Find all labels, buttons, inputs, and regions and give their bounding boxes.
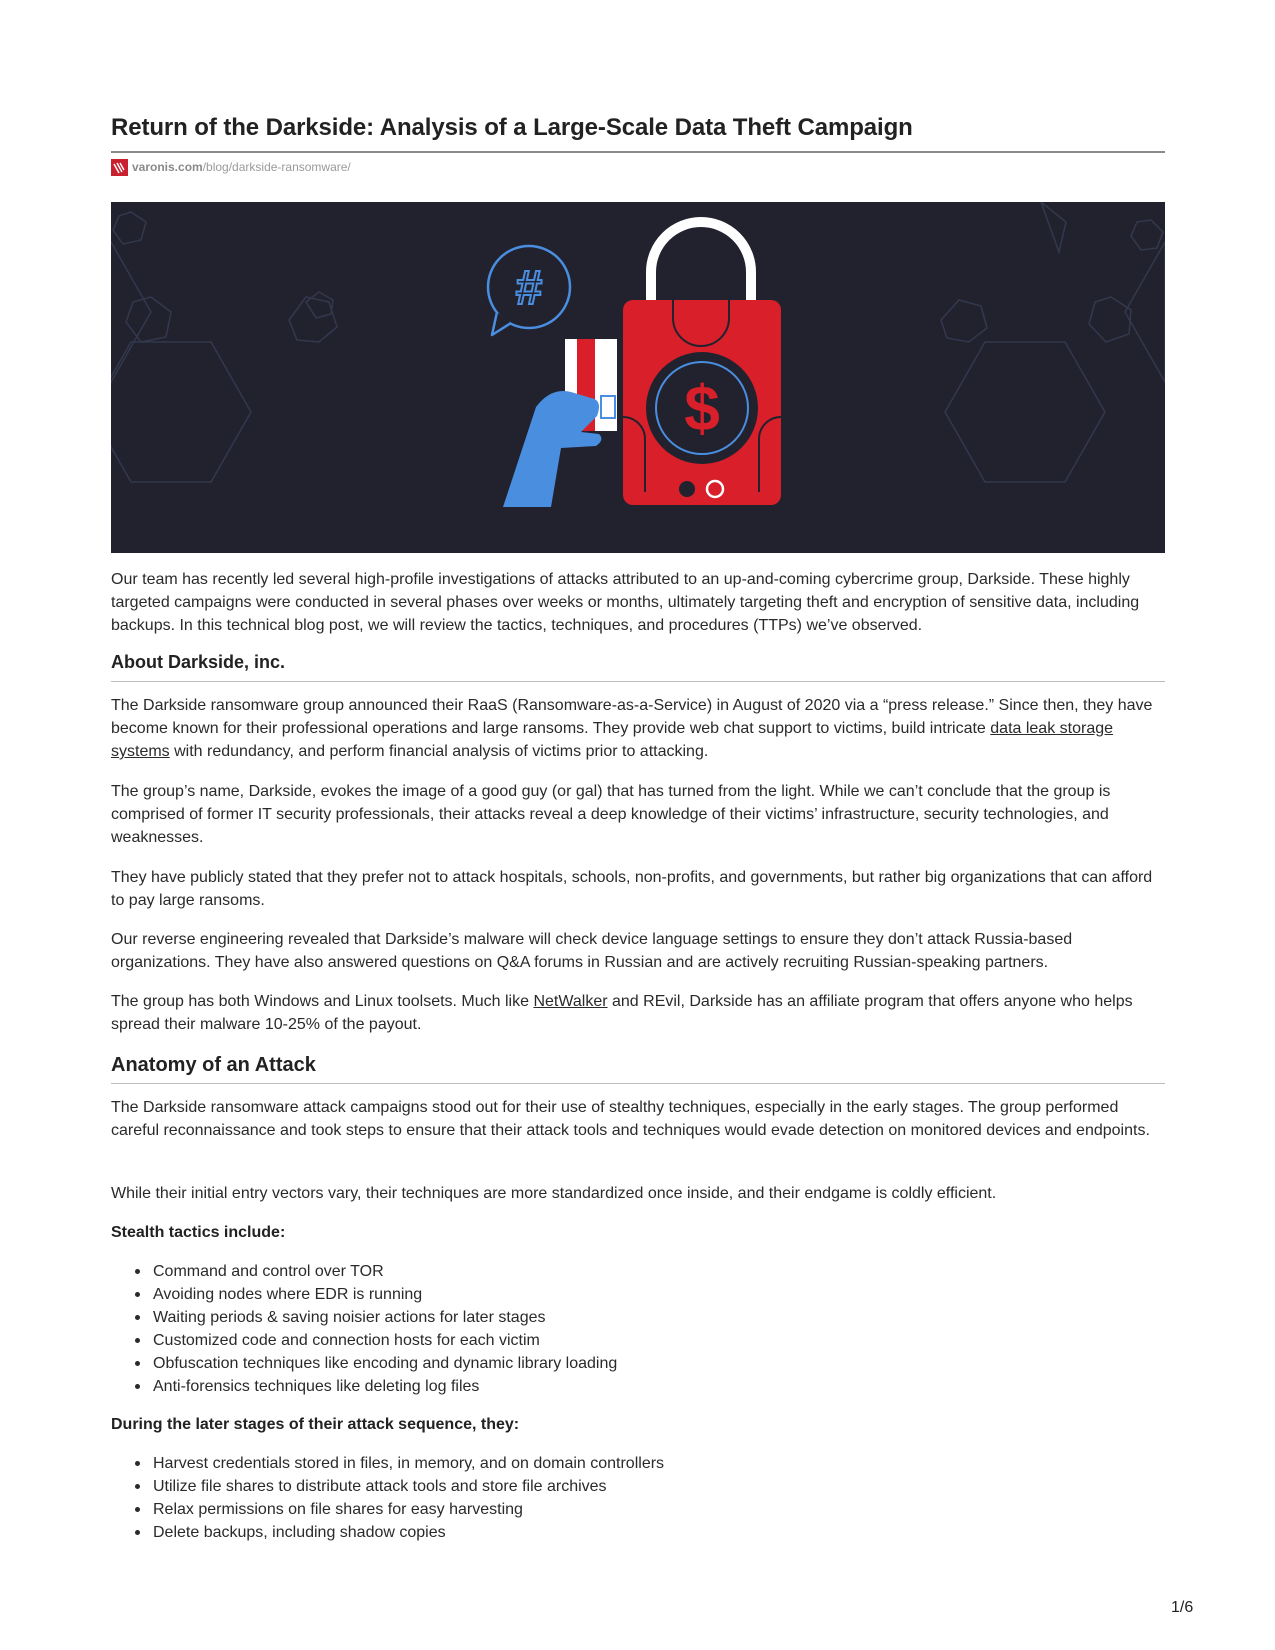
page-number: 1/6 (1171, 1599, 1194, 1616)
list-item: Harvest credentials stored in files, in memory, and on domain controllers (153, 1452, 664, 1475)
about-paragraph-3: They have publicly stated that they prefer not to attack hospitals, schools, non-profits, and governments, but rather big organizations that can afford to pay large ransoms. (111, 869, 1153, 909)
about-p1-text-end: with redundancy, and perform financial analysis of victims prior to attacking. (169, 743, 709, 760)
list-item: Delete backups, including shadow copies (153, 1521, 664, 1544)
ransom-lock-illustration-icon (111, 202, 1165, 553)
intro-paragraph: Our team has recently led several high-profile investigations of attacks attributed to an up-and-coming cybercrime group, Darkside. These highly targeted campaigns were conducted in several phases over weeks or months, ultimately targeting theft and encryption of sensitive data, including backups. In this technical blog post, we will review the tactics, techniques, and procedures (TTPs) we’ve observed. (111, 571, 1140, 634)
title-divider (111, 151, 1165, 153)
hashtag-bubble-icon (488, 246, 570, 335)
about-heading: About Darkside, inc. (111, 652, 286, 672)
svg-text:#: # (515, 262, 543, 315)
about-p5-text-end: and REvil, Darkside has an affiliate program that offers anyone who helps spread their malware 10-25% of the payout. (111, 993, 1133, 1033)
source-domain: varonis.com (132, 160, 203, 174)
list-item: Command and control over TOR (153, 1260, 617, 1283)
list-item: Customized code and connection hosts for each victim (153, 1329, 617, 1352)
netwalker-link[interactable]: NetWalker (533, 993, 608, 1010)
anatomy-paragraph-1: The Darkside ransomware attack campaigns stood out for their use of stealthy techniques, especially in the early stages. The group performed careful reconnaissance and took steps to ensure that their attack tools and techniques would evade detection on monitored devices and endpoints. (111, 1099, 1150, 1139)
list-item: Anti-forensics techniques like deleting log files (153, 1375, 617, 1398)
stealth-tactics-list (111, 1260, 617, 1398)
list-item: Obfuscation techniques like encoding and dynamic library loading (153, 1352, 617, 1375)
list-item: Waiting periods & saving noisier actions for later stages (153, 1306, 617, 1329)
about-p1-text: The Darkside ransomware group announced their RaaS (Ransomware-as-a-Service) in August of 2020 via a “press release.” Since then, they have become known for their professional operations and large ransoms. They provide web chat support to victims, build intricate (111, 697, 1153, 737)
about-paragraph-1 (111, 694, 1165, 763)
later-stages-list (111, 1452, 664, 1544)
list-item: Relax permissions on file shares for easy harvesting (153, 1498, 664, 1521)
later-stages-label: During the later stages of their attack sequence, they: (111, 1416, 520, 1433)
stealth-tactics-label: Stealth tactics include: (111, 1224, 286, 1241)
about-paragraph-5 (111, 990, 1165, 1036)
list-item: Avoiding nodes where EDR is running (153, 1283, 617, 1306)
source-path: /blog/darkside-ransomware/ (202, 160, 351, 174)
about-p5-text: The group has both Windows and Linux toolsets. Much like (111, 993, 534, 1010)
about-paragraph-2: The group’s name, Darkside, evokes the image of a good guy (or gal) that has turned from the light. While we can’t conclude that the group is comprised of former IT security professionals, their attacks reveal a deep knowledge of their victims’ infrastructure, security technologies, and weaknesses. (111, 783, 1111, 846)
about-paragraph-4: Our reverse engineering revealed that Darkside’s malware will check device language settings to ensure they don’t attack Russia-based organizations. They have also answered questions on Q&A forums in Russian and are actively recruiting Russian-speaking partners. (111, 931, 1073, 971)
list-item: Utilize file shares to distribute attack tools and store file archives (153, 1475, 664, 1498)
data-leak-storage-link[interactable]: data leak storage systems (111, 720, 1114, 760)
varonis-logo-icon (111, 159, 128, 176)
anatomy-divider (111, 1083, 1165, 1084)
article-title: Return of the Darkside: Analysis of a Large-Scale Data Theft Campaign (111, 114, 913, 141)
anatomy-paragraph-2: While their initial entry vectors vary, their techniques are more standardized once inside, and their endgame is coldly efficient. (111, 1185, 997, 1202)
hero-image (111, 202, 1165, 553)
about-divider (111, 681, 1165, 682)
svg-text:$: $ (684, 372, 720, 444)
source-url[interactable] (111, 158, 351, 176)
anatomy-heading: Anatomy of an Attack (111, 1054, 316, 1076)
